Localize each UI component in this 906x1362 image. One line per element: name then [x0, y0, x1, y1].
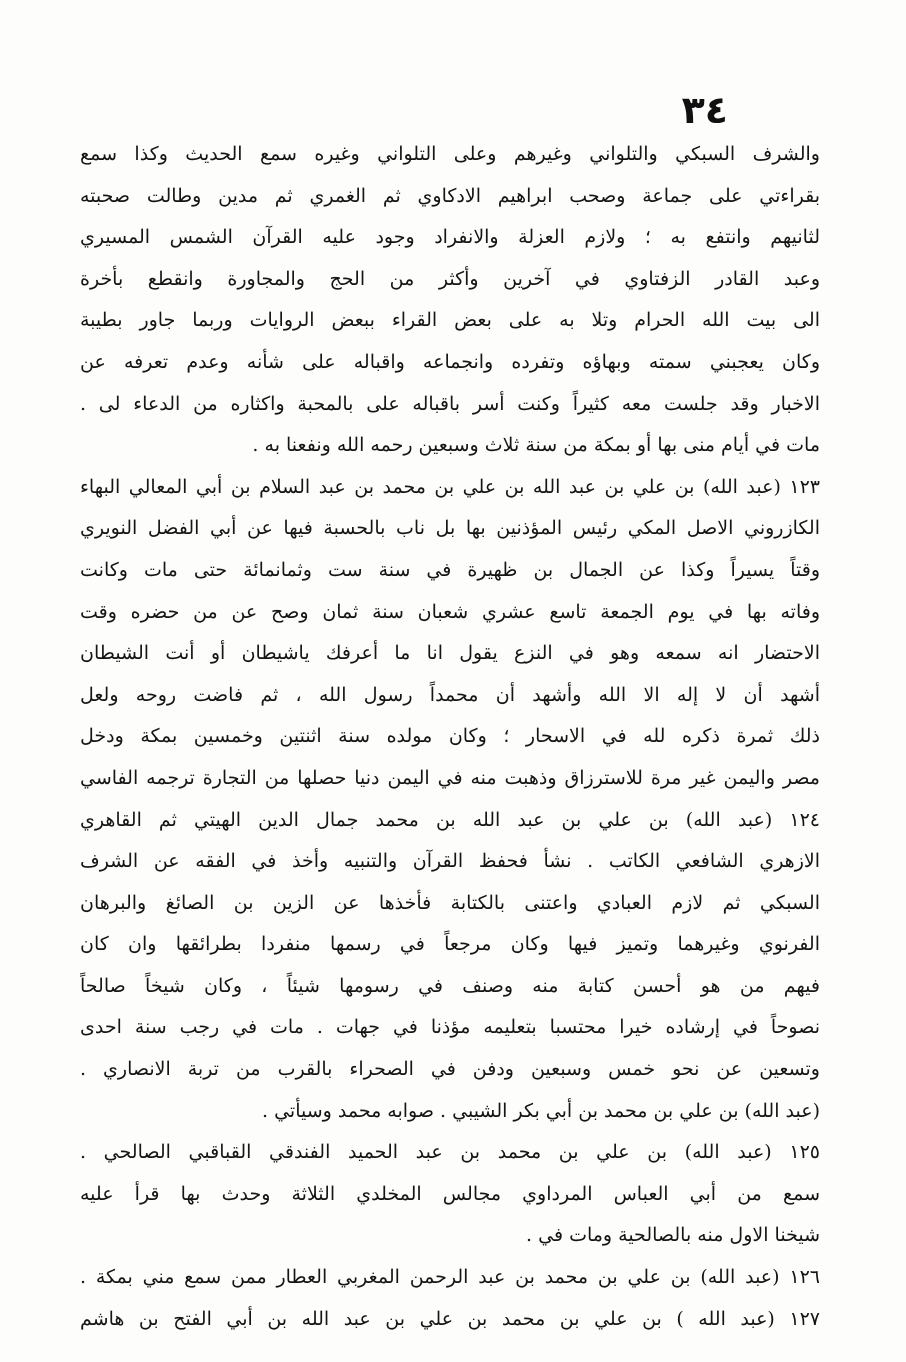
page-number: ٣٤	[681, 88, 728, 132]
text-line: مصر واليمن غير مرة للاسترزاق وذهبت منه في اليمن دنيا حصلها من التجارة ترجمه الفاسي	[80, 766, 820, 789]
text-line: الاحتضار انه سمعه وهو في النزع يقول انا ما أعرفك ياشيطان أو أنت الشيطان	[80, 642, 820, 665]
entry-125-heading: ١٢٥ (عبد الله) بن علي بن محمد بن عبد الحميد الفندقي القباقبي الصالحي .	[80, 1141, 820, 1164]
text-line: لثانيهم وانتفع به ؛ ولازم العزلة والانفراد وجود عليه القرآن الشمس المسيري	[80, 226, 820, 249]
entry-124-heading: ١٢٤ (عبد الله) بن علي بن عبد الله بن محمد جمال الدين الهيتي ثم القاهري	[80, 808, 820, 831]
text-line: سمع من أبي العباس المرداوي مجالس المخلدي الثلاثة وحدث بها قرأ عليه	[80, 1182, 820, 1205]
text-line: شيخنا الاول منه بالصالحية ومات في .	[526, 1224, 820, 1247]
text-line: ذلك ثمرة ذكره لله في الاسحار ؛ وكان مولده سنة اثنتين وخمسين بمكة ودخل	[80, 725, 820, 748]
text-line: الاخبار وقد جلست معه كثيراً وكنت أسر باقباله على بالمحبة واكثاره من الدعاء لى .	[80, 392, 820, 415]
text-line: وفاته بها في يوم الجمعة تاسع عشري شعبان سنة ثمان وصح عن من حضره وقت	[80, 600, 820, 623]
entry-126-heading: ١٢٦ (عبد الله) بن علي بن محمد بن عبد الرحمن المغربي العطار ممن سمع مني بمكة .	[80, 1266, 820, 1289]
text-line: الازهري الشافعي الكاتب . نشأ فحفظ القرآن والتنبيه وأخذ في الفقه عن الشرف	[80, 850, 820, 873]
text-line: نصوحاً في إرشاده خيرا محتسبا بتعليمه مؤذنا في جهات . مات في رجب سنة احدى	[80, 1016, 820, 1039]
entry-123-heading: ١٢٣ (عبد الله) بن علي بن عبد الله بن علي بن محمد بن عبد السلام بن أبي المعالي البهاء	[80, 475, 820, 498]
text-line: أشهد أن لا إله الا الله وأشهد أن محمداً رسول الله ، ثم فاضت روحه ولعل	[80, 683, 820, 706]
text-line: وتسعين عن نحو خمس وسبعين ودفن في الصحراء بالقرب من تربة الانصاري .	[80, 1058, 820, 1081]
text-line: وكان يعجبني سمته وبهاؤه وتفرده وانجماعه واقباله على شأنه وعدم تعرفه عن	[80, 350, 820, 373]
text-line: والشرف السبكي والتلواني وغيرهم وعلى التلواني وغيره سمع الحديث وكذا سمع	[80, 143, 820, 165]
text-line: فيهم من هو أحسن كتابة منه وصنف في رسومها شيئاً ، وكان شيخاً صالحاً	[80, 974, 820, 997]
text-line: مات في أيام منى بها أو بمكة من سنة ثلاث وسبعين رحمه الله ونفعنا به .	[252, 434, 820, 457]
cross-reference-entry: (عبد الله) بن علي بن محمد بن أبي بكر الشيبي . صوابه محمد وسيأتي .	[262, 1099, 820, 1122]
text-line: وقتاً يسيراً وكذا عن الجمال بن ظهيرة في سنة ست وثمانمائة حتى مات وكانت	[80, 558, 820, 581]
body-text	[80, 134, 820, 1340]
text-line: الفرنوي وغيرهما وتميز فيها وكان مرجعاً في رسمها منفردا بطرائقها وان كان	[80, 933, 820, 956]
text-line: الكازروني الاصل المكي رئيس المؤذنين بها بل ناب بالحسبة فيها عن أبي الفضل النويري	[80, 517, 820, 540]
text-line: السبكي ثم لازم العبادي واعتنى بالكتابة فأخذها عن الزين بن الصائغ والبرهان	[80, 891, 820, 914]
entry-127-heading: ١٢٧ (عبد الله ) بن علي بن محمد بن علي بن عبد الله بن أبي الفتح بن هاشم	[80, 1307, 820, 1330]
text-line: وعبد القادر الزفتاوي في آخرين وأكثر من الحج والمجاورة وانقطع بأخرة	[80, 267, 820, 290]
text-line: بقراءتي على جماعة وصحب ابراهيم الادكاوي ثم الغمري ثم مدين وطالت صحبته	[80, 184, 820, 207]
text-line: الى بيت الله الحرام وتلا به على بعض القراء ببعض الروايات وربما جاور بطيبة	[80, 309, 820, 332]
